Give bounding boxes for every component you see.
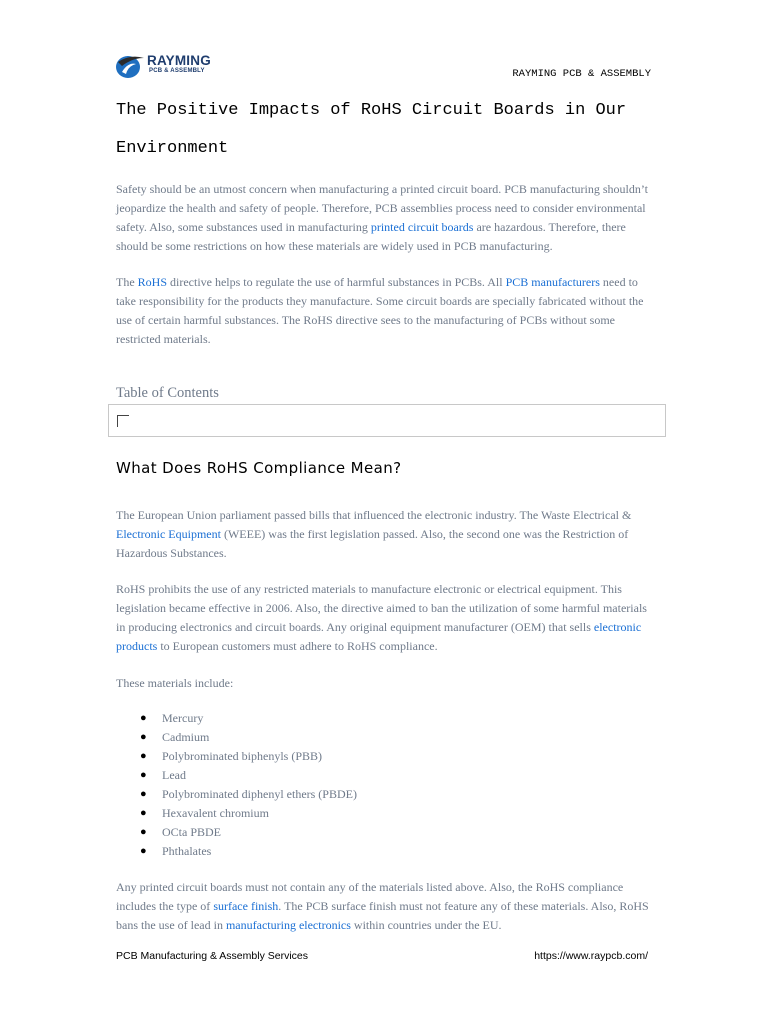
pcb-manufacturers-link[interactable]: PCB manufacturers [505,275,600,289]
list-item: ● Lead [116,766,656,785]
bullet-icon: ● [140,769,147,781]
intro-paragraph-2: The RoHS directive helps to regulate the use of harmful substances in PCBs. All PCB manufacturers need to take responsibility for the products they manufacture. Some circuit boards are specially fabricated without the use of certain harmful substances. The RoHS directive sees to the manufacturing of PCBs without some restricted materials. [116,275,644,346]
materials-intro: These materials include: [116,676,234,690]
bullet-icon: ● [140,845,147,857]
toc-label: Table of Contents [116,385,219,401]
printed-circuit-boards-link[interactable]: printed circuit boards [370,220,474,234]
list-item: ● Phthalates [116,842,656,861]
footer-services: PCB Manufacturing & Assembly Services [116,950,308,962]
section-heading-rohs-compliance: What Does RoHS Compliance Mean? [116,459,402,477]
list-item: ● OCta PBDE [116,823,656,842]
toc-toggle-icon[interactable] [117,415,129,427]
electronic-equipment-link[interactable]: Electronic Equipment [116,527,221,541]
section-paragraph-1: The European Union parliament passed bills that influenced the electronic industry. The Waste Electrical & Electronic Equipment (WEEE) was the first legislation passed. Also, the second one was the Restriction of Hazardous Substances. [116,508,632,560]
header-company-name: RAYMING PCB & ASSEMBLY [512,68,651,80]
bullet-icon: ● [140,826,147,838]
bullet-icon: ● [140,750,147,762]
footer-url[interactable]: https://www.raypcb.com/ [534,950,648,962]
manufacturing-electronics-link[interactable]: manufacturing electronics [225,918,351,932]
rayming-logo [114,50,224,82]
bullet-icon: ● [140,807,147,819]
electronic-products-link[interactable]: electronic products [116,620,642,653]
materials-list [116,709,656,861]
page-title: The Positive Impacts of RoHS Circuit Boards in Our Environment [116,101,627,158]
section-paragraph-4: Any printed circuit boards must not contain any of the materials listed above. Also, the RoHS compliance includes the type of surface finish. The PCB surface finish must not feature any of these materials. Also, RoHS bans the use of lead in manufacturing electronics within countries under the EU. [116,880,649,932]
bullet-icon: ● [140,731,147,743]
list-item: ● Polybrominated diphenyl ethers (PBDE) [116,785,656,804]
list-item: ● Polybrominated biphenyls (PBB) [116,747,656,766]
toc-box [108,404,666,437]
logo-swoosh-icon [114,52,146,80]
logo-subtitle: PCB & ASSEMBLY [149,68,205,74]
intro-paragraph-1: Safety should be an utmost concern when manufacturing a printed circuit board. PCB manufacturing shouldn’t jeopardize the health and safety of people. Therefore, PCB assemblies process need to consider environmental safety. Also, some substances used in manufacturing printed circuit boards are hazardous. Therefore, there should be some restrictions on how these materials are widely used in PCB manufacturing. [116,182,648,253]
bullet-icon: ● [140,712,147,724]
list-item: ● Hexavalent chromium [116,804,656,823]
surface-finish-link[interactable]: surface finish [213,899,279,913]
bullet-icon: ● [140,788,147,800]
list-item: ● Cadmium [116,728,656,747]
rohs-link[interactable]: RoHS [137,275,167,289]
list-item: ● Mercury [116,709,656,728]
logo-name: RAYMING [147,53,211,68]
section-paragraph-2: RoHS prohibits the use of any restricted materials to manufacture electronic or electrical equipment. This legislation became effective in 2006. Also, the directive aimed to ban the utilization of some harmful materials in producing electronics and circuit boards. Any original equipment manufacturer (OEM) that sells electronic products to European customers must adhere to RoHS compliance. [116,582,647,653]
